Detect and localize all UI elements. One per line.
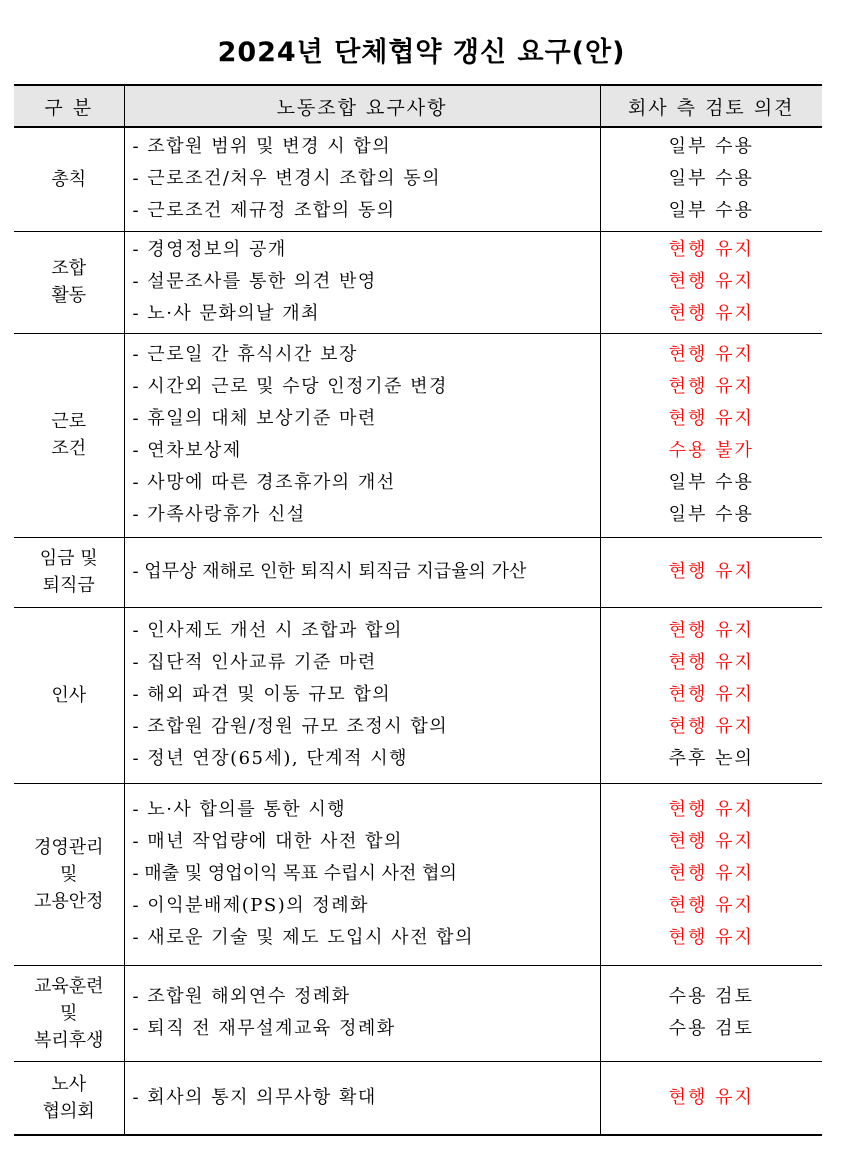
request-item: - 조합원 해외연수 정례화 (132, 986, 351, 1007)
request-cell (124, 127, 600, 231)
category-cell (14, 607, 124, 783)
category-label: 총칙 (51, 168, 87, 190)
category-cell (14, 537, 124, 607)
request-item: - 연차보상제 (132, 440, 242, 461)
request-item: - 집단적 인사교류 기준 마련 (132, 652, 377, 673)
opinion-item: 현행 유지 (668, 716, 754, 737)
opinion-cell (600, 231, 822, 333)
request-item: - 시간외 근로 및 수당 인정기준 변경 (132, 376, 448, 397)
category-label: 고용안정 (33, 890, 104, 912)
request-item: - 노·사 합의를 통한 시행 (132, 799, 347, 820)
request-item: - 근로조건/처우 변경시 조합의 동의 (132, 168, 441, 190)
opinion-item: 현행 유지 (668, 239, 754, 260)
request-item: - 퇴직 전 재무설계교육 정례화 (132, 1018, 396, 1039)
table-row (14, 1061, 822, 1135)
opinion-cell (600, 127, 822, 231)
table-row (14, 127, 822, 231)
request-item: - 조합원 범위 및 변경 시 합의 (132, 136, 392, 158)
opinion-cell (600, 607, 822, 783)
opinion-cell (600, 1061, 822, 1135)
opinion-item: 현행 유지 (668, 303, 754, 324)
opinion-item: 수용 검토 (668, 1018, 754, 1039)
request-item: - 노·사 문화의날 개최 (132, 303, 321, 324)
opinion-item: 현행 유지 (668, 1086, 754, 1108)
request-cell (124, 1061, 600, 1135)
opinion-item: 일부 수용 (668, 168, 754, 190)
category-label: 교육훈련 (33, 975, 104, 997)
request-item: - 근로일 간 휴식시간 보장 (132, 344, 358, 365)
header-opinion: 회사 측 검토 의견 (600, 85, 822, 127)
category-cell (14, 783, 124, 965)
opinion-item: 추후 논의 (668, 748, 754, 769)
opinion-item: 현행 유지 (668, 561, 754, 582)
header-request: 노동조합 요구사항 (124, 85, 600, 127)
opinion-item: 현행 유지 (668, 684, 754, 705)
request-item: - 이익분배제(PS)의 정례화 (132, 895, 370, 916)
request-item: - 인사제도 개선 시 조합과 합의 (132, 620, 403, 641)
document-title: 2024년 단체협약 갱신 요구(안) (217, 37, 626, 68)
table-row (14, 965, 822, 1061)
opinion-item: 현행 유지 (668, 408, 754, 429)
request-cell (124, 783, 600, 965)
opinion-item: 현행 유지 (668, 652, 754, 673)
category-label: 협의회 (42, 1100, 95, 1122)
category-label: 노사 (51, 1073, 87, 1095)
request-cell (124, 537, 600, 607)
opinion-item: 수용 검토 (668, 986, 754, 1007)
opinion-item: 수용 불가 (668, 440, 754, 461)
request-item: - 휴일의 대체 보상기준 마련 (132, 408, 377, 429)
request-item: - 사망에 따른 경조휴가의 개선 (132, 472, 396, 493)
opinion-item: 현행 유지 (668, 799, 754, 820)
table-row (14, 333, 822, 537)
request-item: - 조합원 감원/정원 규모 조정시 합의 (132, 716, 449, 737)
table-row (14, 607, 822, 783)
category-label: 활동 (51, 285, 87, 306)
category-label: 근로 (51, 411, 87, 432)
opinion-cell (600, 537, 822, 607)
request-cell (124, 333, 600, 537)
request-cell (124, 965, 600, 1061)
category-label: 인사 (51, 684, 87, 706)
request-item: - 해외 파견 및 이동 규모 합의 (132, 684, 392, 705)
table-row (14, 231, 822, 333)
request-cell (124, 231, 600, 333)
request-item: - 매출 및 영업이익 목표 수립시 사전 협의 (132, 863, 457, 884)
opinion-cell (600, 783, 822, 965)
opinion-item: 현행 유지 (668, 344, 754, 365)
opinion-cell (600, 965, 822, 1061)
header-category: 구 분 (14, 85, 124, 127)
category-cell (14, 965, 124, 1061)
opinion-item: 일부 수용 (668, 504, 754, 525)
opinion-item: 현행 유지 (668, 620, 754, 641)
opinion-item: 일부 수용 (668, 200, 754, 222)
category-cell (14, 127, 124, 231)
opinion-item: 현행 유지 (668, 376, 754, 397)
opinion-item: 일부 수용 (668, 136, 754, 158)
opinion-item: 현행 유지 (668, 895, 754, 916)
category-label: 임금 및 (39, 548, 98, 569)
request-cell (124, 607, 600, 783)
table-row (14, 537, 822, 607)
request-item: - 설문조사를 통한 의견 반영 (132, 271, 377, 292)
category-label: 및 (60, 863, 78, 885)
category-label: 경영관리 (33, 836, 104, 858)
category-label: 복리후생 (33, 1029, 104, 1051)
demand-table (14, 84, 822, 1136)
request-item: - 매년 작업량에 대한 사전 합의 (132, 831, 403, 852)
request-item: - 가족사랑휴가 신설 (132, 504, 306, 525)
opinion-cell (600, 333, 822, 537)
opinion-item: 현행 유지 (668, 271, 754, 292)
request-item: - 근로조건 제규정 조합의 동의 (132, 200, 396, 222)
category-cell (14, 1061, 124, 1135)
category-cell (14, 333, 124, 537)
category-label: 조합 (51, 258, 87, 279)
opinion-item: 현행 유지 (668, 831, 754, 852)
request-item: - 정년 연장(65세), 단계적 시행 (132, 748, 409, 769)
request-item: - 경영정보의 공개 (132, 239, 287, 260)
request-item: - 회사의 통지 의무사항 확대 (132, 1086, 377, 1108)
category-label: 퇴직금 (42, 575, 95, 596)
request-item: - 업무상 재해로 인한 퇴직시 퇴직금 지급율의 가산 (132, 561, 527, 582)
opinion-item: 현행 유지 (668, 863, 754, 884)
category-cell (14, 231, 124, 333)
table-header-row (14, 85, 822, 127)
opinion-item: 현행 유지 (668, 927, 754, 948)
request-item: - 새로운 기술 및 제도 도입시 사전 합의 (132, 927, 474, 948)
opinion-item: 일부 수용 (668, 472, 754, 493)
table-row (14, 783, 822, 965)
category-label: 및 (60, 1002, 78, 1024)
category-label: 조건 (51, 438, 87, 459)
